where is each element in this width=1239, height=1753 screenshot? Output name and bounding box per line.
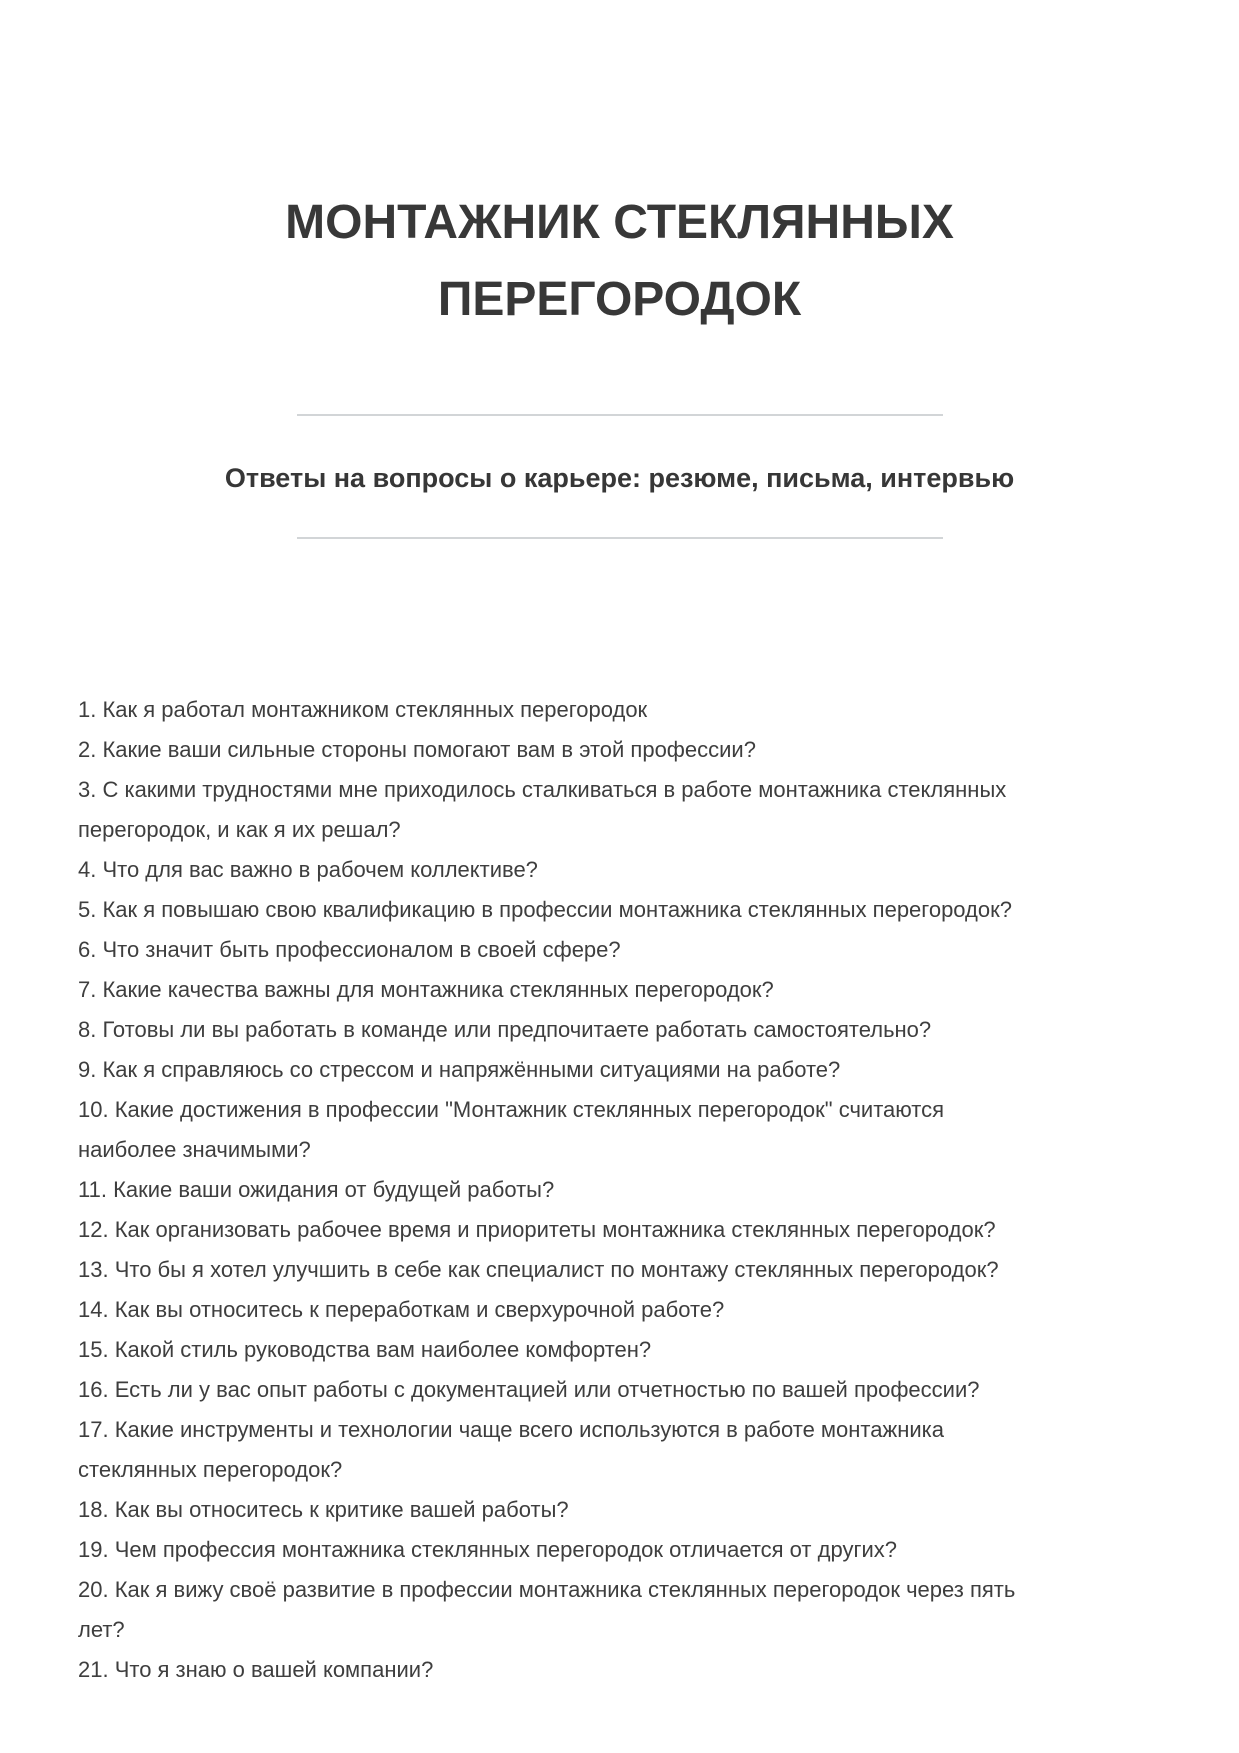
question-item: 13. Что бы я хотел улучшить в себе как специалист по монтажу стеклянных перегородок? [78,1257,999,1282]
question-item: 1. Как я работал монтажником стеклянных перегородок [78,697,648,722]
question-item: 12. Как организовать рабочее время и приоритеты монтажника стеклянных перегородок? [78,1217,996,1242]
question-item: 19. Чем профессия монтажника стеклянных перегородок отличается от других? [78,1537,897,1562]
question-item: 17. Какие инструменты и технологии чаще всего используются в работе монтажника стеклянных перегородок? [78,1417,944,1482]
bottom-divider [297,537,943,539]
page-title: МОНТАЖНИК СТЕКЛЯННЫХ ПЕРЕГОРОДОК [285,196,954,326]
top-divider [297,414,943,416]
question-item: 3. С какими трудностями мне приходилось сталкиваться в работе монтажника стеклянных перегородок, и как я их решал? [78,777,1007,842]
question-item: 9. Как я справляюсь со стрессом и напряжёнными ситуациями на работе? [78,1057,841,1082]
question-item: 21. Что я знаю о вашей компании? [78,1657,434,1682]
question-item: 6. Что значит быть профессионалом в своей сфере? [78,937,621,962]
question-item: 5. Как я повышаю свою квалификацию в профессии монтажника стеклянных перегородок? [78,897,1012,922]
question-item: 14. Как вы относитесь к переработкам и сверхурочной работе? [78,1297,725,1322]
question-item: 8. Готовы ли вы работать в команде или предпочитаете работать самостоятельно? [78,1017,932,1042]
page-subtitle: Ответы на вопросы о карьере: резюме, письма, интервью [224,463,1015,493]
question-item: 4. Что для вас важно в рабочем коллективе? [78,857,538,882]
question-item: 20. Как я вижу своё развитие в профессии монтажника стеклянных перегородок через пять лет? [78,1577,1016,1642]
question-item: 18. Как вы относитесь к критике вашей работы? [78,1497,569,1522]
question-item: 11. Какие ваши ожидания от будущей работы? [78,1177,555,1202]
questions-list [78,690,1043,1690]
question-item: 10. Какие достижения в профессии "Монтажник стеклянных перегородок" считаются наиболее значимыми? [78,1097,945,1162]
question-item: 15. Какой стиль руководства вам наиболее комфортен? [78,1337,652,1362]
question-item: 7. Какие качества важны для монтажника стеклянных перегородок? [78,977,774,1002]
question-item: 16. Есть ли у вас опыт работы с документацией или отчетностью по вашей профессии? [78,1377,980,1402]
question-item: 2. Какие ваши сильные стороны помогают вам в этой профессии? [78,737,756,762]
